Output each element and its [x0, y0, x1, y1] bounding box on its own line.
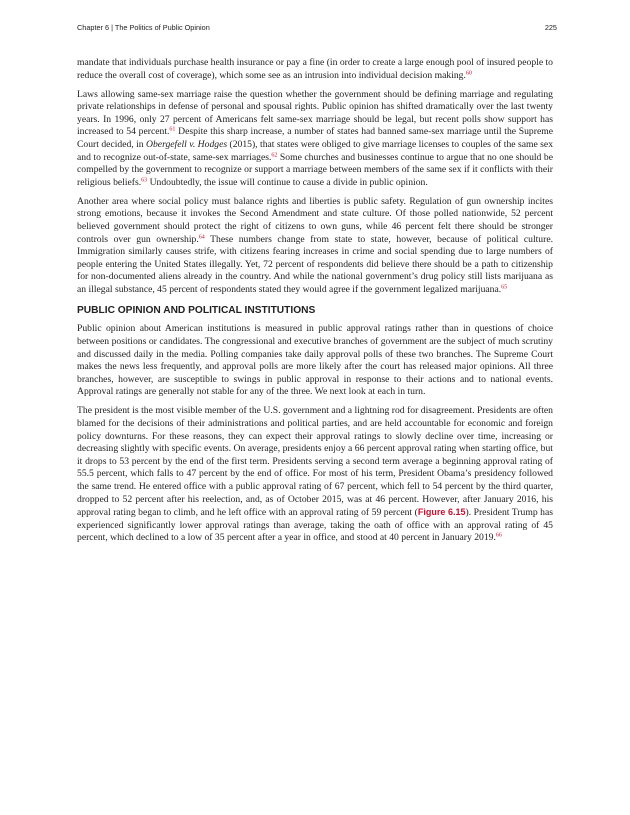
footnote-ref[interactable]: 60 [465, 70, 472, 77]
paragraph-text: The president is the most visible member of the U.S. government and a lightning rod for disagreement. Presidents are often blamed for the decisions of their administrations and political parties, and are held accountable for economic and foreign policy downturns. For these reasons, they can expect their approval ratings to slowly decline over time, increasing or decreasing slightly with specific events. On average, presidents enjoy a 66 percent approval rating when starting office, but it drops to 53 percent by the end of the first term. Presidents serving a second term average a beginning approval rating of 55.5 percent, which falls to 47 percent by the end of office. For most of his term, President Obama’s presidency followed the same trend. He entered office with a public approval rating of 67 percent, which fell to 54 percent by the third quarter, dropped to 52 percent after his reelection, and, as of October 2015, was at 46 percent. However, after January 2016, his approval rating began to climb, and he left office with an approval rating of 59 percent ( [77, 405, 553, 519]
paragraph-text: Another area where social policy must balance rights and liberties is public safety. Regulation of gun ownership incites strong emotions, because it invokes the Second Amendment and state culture. Of those polled nationwide, 52 percent believed government should protect the right of citizens to own guns, while 46 percent felt there should be stronger controls over gun ownership. [77, 195, 553, 245]
paragraph-text: Public opinion about American institutions is measured in public approval ratings rather than in questions of choice between positions or candidates. The congressional and executive branches of government are the subject of much scrutiny and discussed daily in the media. Polling companies take daily approval polls of these two branches. The Supreme Court makes the news less frequently, and approval polls are more likely after the court has released major opinions. All three branches, however, are susceptible to swings in public approval in response to their actions and to national events. Approval ratings are generally not stable for any of the three. We next look at each in turn. [77, 323, 553, 398]
paragraph-text: Some churches and businesses continue to argue that no one should be compelled by the government to recognize or support a marriage between members of the same sex if it conflicts with their religious beliefs. [77, 151, 553, 188]
footnote-ref[interactable]: 61 [169, 126, 176, 133]
paragraph-text: Undoubtedly, the issue will continue to cause a divide in public opinion. [147, 176, 428, 188]
paragraph-text: (2015), that states were obliged to give marriage licenses to couples of the same sex and to recognize out-of-state, same-sex marriages. [77, 138, 554, 163]
body-text [77, 57, 553, 545]
paragraph [77, 405, 553, 545]
footnote-ref[interactable]: 63 [141, 177, 148, 184]
page-number: 225 [544, 23, 557, 32]
case-name: Obergefell v. Hodges [146, 138, 228, 150]
footnote-ref[interactable]: 62 [271, 152, 278, 159]
paragraph [77, 323, 553, 399]
paragraph-text: Laws allowing same-sex marriage raise the question whether the government should be defining marriage and regulating private relationships in defense of personal and spousal rights. Public opinion has shifted dramatically over the last twenty years. In 1996, only 27 percent of Americans felt same-sex marriage should be legal, but recent polls show support has increased to 54 percent. [77, 88, 553, 138]
figure-link[interactable]: Figure 6.15 [417, 507, 466, 518]
paragraph-text: mandate that individuals purchase health insurance or pay a fine (in order to create a large enough pool of insured people to reduce the overall cost of coverage), which some see as an intrusion into individual decision making. [77, 57, 553, 81]
footnote-ref[interactable]: 66 [495, 532, 502, 539]
chapter-title: Chapter 6 | The Politics of Public Opinion [77, 23, 210, 32]
paragraph [77, 89, 553, 190]
paragraph [77, 196, 553, 297]
footnote-ref[interactable]: 64 [198, 234, 205, 240]
paragraph [77, 57, 553, 82]
paragraph-text: Despite this sharp increase, a number of states had banned same-sex marriage until the Supreme Court decided, in [77, 126, 553, 150]
footnote-ref[interactable]: 65 [501, 284, 508, 291]
paragraph-text: ). President Trump has experienced significantly lower approval ratings than average, taking the oath of office with an approval rating of 45 percent, which declined to a low of 35 percent after a year in office, and stood at 40 percent in January 2019. [77, 507, 553, 544]
paragraph-text: These numbers change from state to state, however, because of political culture. Immigration similarly causes strife, with citizens fearing increases in crime and social spending due to large numbers of people entering the United States illegally. Yet, 72 percent of respondents did believe there should be a path to citizenship for non-documented aliens already in the country. And while the national government’s drug policy still lists marijuana as an illegal substance, 45 percent of respondents stated they would agree if the government legalized marijuana. [77, 233, 553, 295]
running-head [77, 23, 557, 32]
section-heading: PUBLIC OPINION AND POLITICAL INSTITUTIONS [77, 305, 316, 317]
